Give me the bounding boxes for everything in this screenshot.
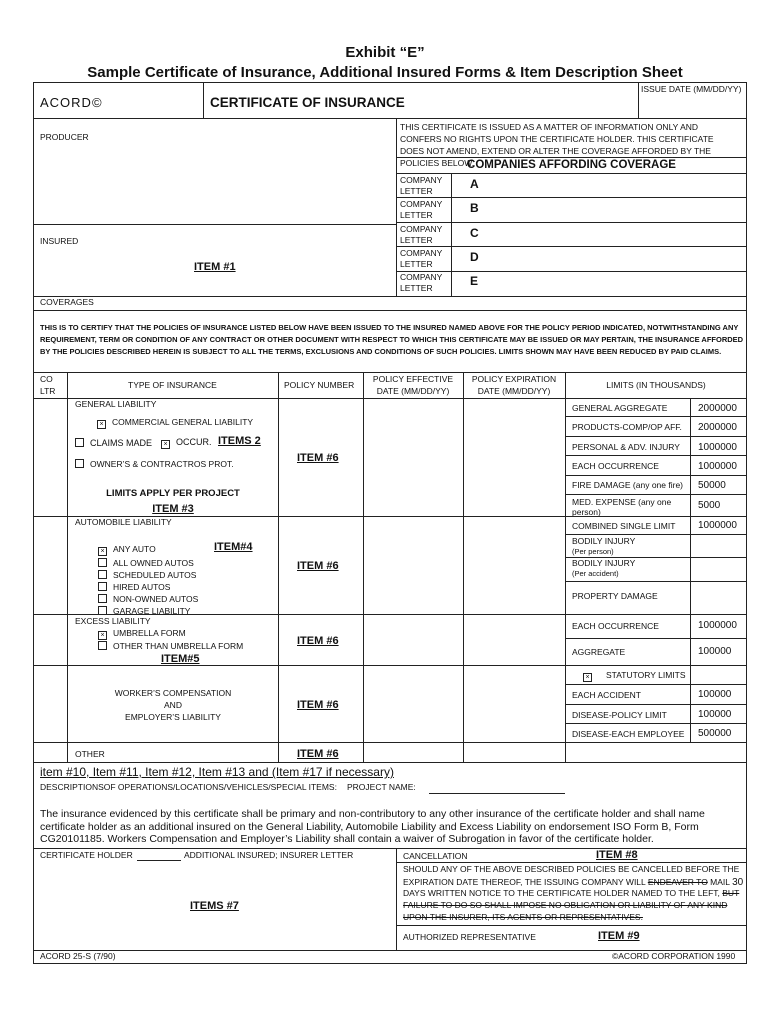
automobile-liability-title: AUTOMOBILE LIABILITY [75,517,172,527]
cancellation-struck-text: ENDEAVER TO [647,877,708,887]
non-owned-autos-option[interactable] [98,593,198,605]
general-liability-title: GENERAL LIABILITY [75,399,157,409]
item-6: ITEM #6 [297,699,339,711]
ltr-header: LTR [40,386,56,396]
item-3: ITEM #3 [152,503,194,515]
all-owned-autos-label: ALL OWNED AUTOS [113,558,194,568]
other-umbrella-option[interactable] [98,640,243,652]
cancellation-text-4: FAILURE TO DO SO SHALL IMPOSE NO OBLIGATION OR LIABILITY OF ANY KIND [403,900,728,910]
expiration-date-format: DATE (MM/DD/YY) [477,386,551,396]
checkbox-checked-icon: × [583,673,592,682]
products-comp-label: PRODUCTS-COMP/OP AFF. [572,422,682,432]
company-label: COMPANY [400,272,443,282]
letter-label: LETTER [400,210,433,220]
fire-damage-label: FIRE DAMAGE (any one fire) [572,480,684,490]
each-occurrence-label: EACH OCCURRENCE [572,461,659,471]
item-6: ITEM #6 [297,748,339,760]
all-owned-autos-option[interactable] [98,557,194,569]
coverages-label: COVERAGES [40,297,94,307]
cancellation-text-1: SHOULD ANY OF THE ABOVE DESCRIBED POLICIES BE CANCELLED BEFORE THE [403,864,740,874]
commercial-label: COMMERCIAL GENERAL LIABILITY [112,417,254,427]
company-letter-c: C [470,226,479,240]
exhibit-title: Exhibit “E” [345,44,425,61]
items-2: ITEMS 2 [218,435,261,447]
certificate-title: CERTIFICATE OF INSURANCE [210,95,405,110]
checkbox-checked-icon: × [98,631,107,640]
employers-liability-label: EMPLOYER’S LIABILITY [125,712,221,722]
producer-label: PRODUCER [40,132,89,142]
limits-apply-per-project: LIMITS APPLY PER PROJECT [106,488,240,499]
checkbox-icon [98,582,107,591]
checkbox-icon [98,570,107,579]
occur-label: OCCUR. [176,437,212,447]
additional-insured-label: ADDITIONAL INSURED; INSURER LETTER [184,850,354,860]
hired-autos-label: HIRED AUTOS [113,582,171,592]
med-expense-label: MED. EXPENSE (any one person) [572,497,672,517]
general-aggregate-value: 2000000 [698,403,737,414]
cancellation-struck-but: BUT [722,888,740,898]
expiration-date-header: POLICY EXPIRATION [471,374,557,384]
company-label: COMPANY [400,224,443,234]
bodily-injury-accident-sub: (Per accident) [572,569,619,578]
statutory-limits-option[interactable] [583,671,686,681]
occur-option[interactable] [161,437,212,448]
scheduled-autos-label: SCHEDULED AUTOS [113,570,197,580]
item-6: ITEM #6 [297,560,339,572]
item-6: ITEM #6 [297,452,339,464]
excess-each-occurrence-label: EACH OCCURRENCE [572,621,659,631]
each-accident-value: 100000 [698,689,732,700]
checkbox-checked-icon: × [98,547,107,556]
letter-label: LETTER [400,283,433,293]
item-9: ITEM #9 [598,930,640,942]
description-items: item #10, Item #11, Item #12, Item #13 and (Item #17 if necessary) [40,765,394,779]
cancellation-text-5: UPON THE INSURER, ITS AGENTS OR REPRESENTATIVES. [403,912,643,922]
acord-corporation: ©ACORD CORPORATION 1990 [612,951,736,961]
checkbox-icon [98,594,107,603]
owners-label: OWNER’S & CONTRACTROS PROT. [90,459,234,469]
certificate-notice: THIS CERTIFICATE IS ISSUED AS A MATTER OF INFORMATION ONLY AND CONFERS NO RIGHTS UPON THE CERTIFICATE HOLDER. THIS CERTIFICATE DOES NOT AMEND, EXTEND OR ALTER THE COVERAGE AFFORDED BY THE POLICIES BELOW. [400,122,714,168]
any-auto-option[interactable] [98,545,156,555]
notice-days: 30 [732,877,744,888]
item-1: ITEM #1 [194,261,236,273]
bodily-injury-person-label: BODILY INJURY [572,536,636,546]
bodily-injury-person-sub: (Per person) [572,547,614,556]
commercial-general-liability[interactable] [97,418,253,428]
med-expense-value: 5000 [698,500,721,511]
excess-each-occurrence-value: 1000000 [698,620,737,631]
other-umbrella-label: OTHER THAN UMBRELLA FORM [113,641,244,651]
company-label: COMPANY [400,248,443,258]
checkbox-checked-icon: × [161,440,170,449]
cancellation-text-2 [403,877,743,889]
policy-number-header: POLICY NUMBER [284,380,355,390]
cancellation-text-2c: MAIL [707,877,733,887]
property-damage-label: PROPERTY DAMAGE [572,591,658,601]
bodily-injury-accident-label: BODILY INJURY [572,558,636,568]
combined-single-limit-label: COMBINED SINGLE LIMIT [572,521,676,531]
letter-label: LETTER [400,186,433,196]
co-header: CO [40,374,53,384]
umbrella-form-label: UMBRELLA FORM [113,628,186,638]
effective-date-format: DATE (MM/DD/YY) [376,386,450,396]
disease-policy-limit-value: 100000 [698,709,732,720]
form-id: ACORD 25-S (7/90) [40,951,116,961]
scheduled-autos-option[interactable] [98,569,196,581]
statutory-limits-label: STATUTORY LIMITS [606,670,686,680]
items-7: ITEMS #7 [190,900,239,912]
insured-label: INSURED [40,236,79,246]
umbrella-form-option[interactable] [98,629,186,639]
cancellation-label: CANCELLATION [403,851,468,861]
checkbox-icon [75,438,84,447]
disease-each-employee-value: 500000 [698,728,732,739]
company-label: COMPANY [400,199,443,209]
cancellation-text-2a: EXPIRATION DATE THEREOF, THE ISSUING COMPANY WILL [403,877,648,887]
excess-aggregate-label: AGGREGATE [572,647,626,657]
workers-and-label: AND [164,700,182,710]
issue-date-label: ISSUE DATE (MM/DD/YY) [641,84,742,94]
item-4: ITEM#4 [214,541,253,553]
cancellation-text-3a: DAYS WRITTEN NOTICE TO THE CERTIFICATE HOLDER NAMED TO THE LEFT, [403,888,723,898]
company-letter-d: D [470,250,479,264]
general-aggregate-label: GENERAL AGGREGATE [572,403,668,413]
limits-header: LIMITS (IN THOUSANDS) [606,380,706,390]
owners-contractors-option[interactable] [75,458,234,470]
item-8: ITEM #8 [596,849,638,861]
description-paragraph: The insurance evidenced by this certificate shall be primary and non-contributory to any other insurance of the certificate holder and shall name certificate holder as an additional insured on the General Liability, Automobile Liability and Excess Liability on endorsement ISO Form B, Form CG20101185. Workers Compensation and Employer’s Liability shall contain a waiver of Subrogation in favor of the certificate holder. [40,808,705,845]
disease-each-employee-label: DISEASE-EACH EMPLOYEE [572,729,685,739]
company-letter-e: E [470,274,479,288]
coverages-statement: THIS IS TO CERTIFY THAT THE POLICIES OF INSURANCE LISTED BELOW HAVE BEEN ISSUED TO THE INSURED NAMED ABOVE FOR THE POLICY PERIOD INDICATED, NOTWITHSTANDING ANY REQUIREMENT, TERM OR CONDITION OF ANY CONTRACT OR OTHER DOCUMENT WITH RESPECT TO WHICH THIS CERTIFICATE MAY BE ISSUED OR MAY PERTAIN, THE INSURANCE AFFORDED BY THE POLICIES DESCRIBED HEREIN IS SUBJECT TO ALL THE TERMS, EXCLUSIONS AND CONDITIONS OF SUCH POLICIES. LIMITS SHOWN MAY HAVE BEEN REDUCED BY PAID CLAIMS. [40,323,744,356]
effective-date-header: POLICY EFFECTIVE [372,374,454,384]
company-label: COMPANY [400,175,443,185]
other-label: OTHER [75,749,105,759]
excess-liability-title: EXCESS LIABILITY [75,616,151,626]
personal-injury-label: PERSONAL & ADV. INJURY [572,442,680,452]
combined-single-limit-value: 1000000 [698,520,737,531]
cancellation-text-3 [403,889,739,899]
acord-logo: ACORD© [40,95,103,110]
disease-policy-limit-label: DISEASE-POLICY LIMIT [572,710,667,720]
company-letter-a: A [470,177,479,191]
any-auto-label: ANY AUTO [113,544,156,554]
checkbox-icon [98,558,107,567]
description-label: DESCRIPTIONSOF OPERATIONS/LOCATIONS/VEHICLES/SPECIAL ITEMS: [40,782,337,792]
project-name-label: PROJECT NAME: [347,782,416,792]
fire-damage-value: 50000 [698,480,726,491]
garage-liability-label: GARAGE LIABILITY [113,606,191,616]
certificate-holder-label: CERTIFICATE HOLDER [40,850,133,860]
each-accident-label: EACH ACCIDENT [572,690,641,700]
workers-comp-label: WORKER’S COMPENSATION [114,688,232,698]
letter-label: LETTER [400,235,433,245]
checkbox-icon [98,641,107,650]
hired-autos-option[interactable] [98,581,170,593]
personal-injury-value: 1000000 [698,442,737,453]
type-header: TYPE OF INSURANCE [128,380,217,390]
company-letter-b: B [470,201,479,215]
checkbox-icon [75,459,84,468]
garage-liability-option[interactable] [98,605,190,617]
item-5: ITEM#5 [161,653,200,665]
claims-made-label: CLAIMS MADE [90,438,153,448]
item-6: ITEM #6 [297,635,339,647]
checkbox-checked-icon: × [97,420,106,429]
each-occurrence-value: 1000000 [698,461,737,472]
non-owned-autos-label: NON-OWNED AUTOS [113,594,199,604]
companies-title: COMPANIES AFFORDING COVERAGE [467,159,676,171]
letter-label: LETTER [400,259,433,269]
excess-aggregate-value: 100000 [698,646,732,657]
claims-made-option[interactable] [75,437,152,448]
page-subtitle: Sample Certificate of Insurance, Additional Insured Forms & Item Description Sheet [87,64,683,81]
authorized-representative-label: AUTHORIZED REPRESENTATIVE [403,932,536,942]
products-comp-value: 2000000 [698,422,737,433]
